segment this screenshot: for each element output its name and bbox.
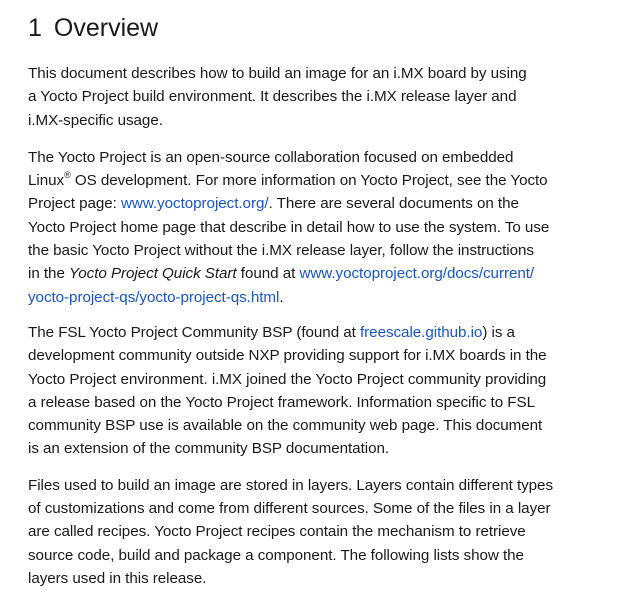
text-fragment: .	[279, 288, 284, 306]
text-fragment: in the	[28, 265, 70, 283]
paragraph-yocto-project	[28, 146, 616, 309]
link-quick-start-part1[interactable]: www.yoctoproject.org/docs/current/	[299, 265, 535, 283]
section-number: 1	[28, 14, 42, 42]
section-title: Overview	[53, 14, 159, 42]
text-line: is an extension of the community BSP documentation.	[28, 440, 390, 458]
text-line: the basic Yocto Project without the i.MX release layer, follow the instructions	[28, 242, 534, 260]
text-line	[28, 262, 616, 285]
paragraph-fsl-community-bsp	[28, 321, 616, 461]
text-fragment: ) is a	[482, 323, 515, 341]
text-line	[28, 286, 616, 309]
document-page	[28, 0, 616, 590]
text-line: Files used to build an image are stored in layers. Layers contain different types	[28, 476, 553, 494]
text-line	[28, 169, 616, 192]
text-line: a Yocto Project build environment. It describes the i.MX release layer and	[28, 88, 517, 106]
section-heading	[28, 12, 616, 44]
text-line: Yocto Project environment. i.MX joined the Yocto Project community providing	[28, 370, 547, 388]
text-line: layers used in this release.	[28, 569, 207, 587]
text-line: i.MX-specific usage.	[28, 111, 163, 129]
text-line	[28, 192, 616, 215]
text-fragment: . There are several documents on the	[268, 195, 519, 213]
link-freescale-github[interactable]: freescale.github.io	[360, 323, 483, 341]
quick-start-title: Yocto Project Quick Start	[69, 265, 237, 283]
paragraph-layers	[28, 474, 616, 590]
text-fragment: found at	[236, 265, 300, 283]
paragraph-intro	[28, 62, 616, 132]
text-line: of customizations and come from different sources. Some of the files in a layer	[28, 500, 551, 518]
text-line	[28, 321, 616, 344]
link-quick-start-part2[interactable]: yocto-project-qs/yocto-project-qs.html	[28, 288, 280, 306]
text-fragment: Project page:	[28, 195, 122, 213]
text-linux: Linux	[28, 172, 65, 190]
text-fragment: The FSL Yocto Project Community BSP (found at	[28, 323, 360, 341]
text-line: This document describes how to build an image for an i.MX board by using	[28, 65, 527, 82]
text-line: Yocto Project home page that describe in detail how to use the system. To use	[28, 218, 550, 236]
text-line: source code, build and package a component. The following lists show the	[28, 546, 524, 564]
text-fragment: OS development. For more information on Yocto Project, see the Yocto	[70, 172, 548, 190]
text-line: a release based on the Yocto Project framework. Information specific to FSL	[28, 393, 535, 411]
registered-mark: ®	[64, 170, 71, 181]
text-line: development community outside NXP providing support for i.MX boards in the	[28, 347, 547, 365]
text-line: community BSP use is available on the community web page. This document	[28, 417, 543, 435]
link-yoctoproject[interactable]: www.yoctoproject.org/	[121, 195, 269, 213]
text-line: The Yocto Project is an open-source collaboration focused on embedded	[28, 148, 514, 166]
text-line: are called recipes. Yocto Project recipes contain the mechanism to retrieve	[28, 523, 526, 541]
